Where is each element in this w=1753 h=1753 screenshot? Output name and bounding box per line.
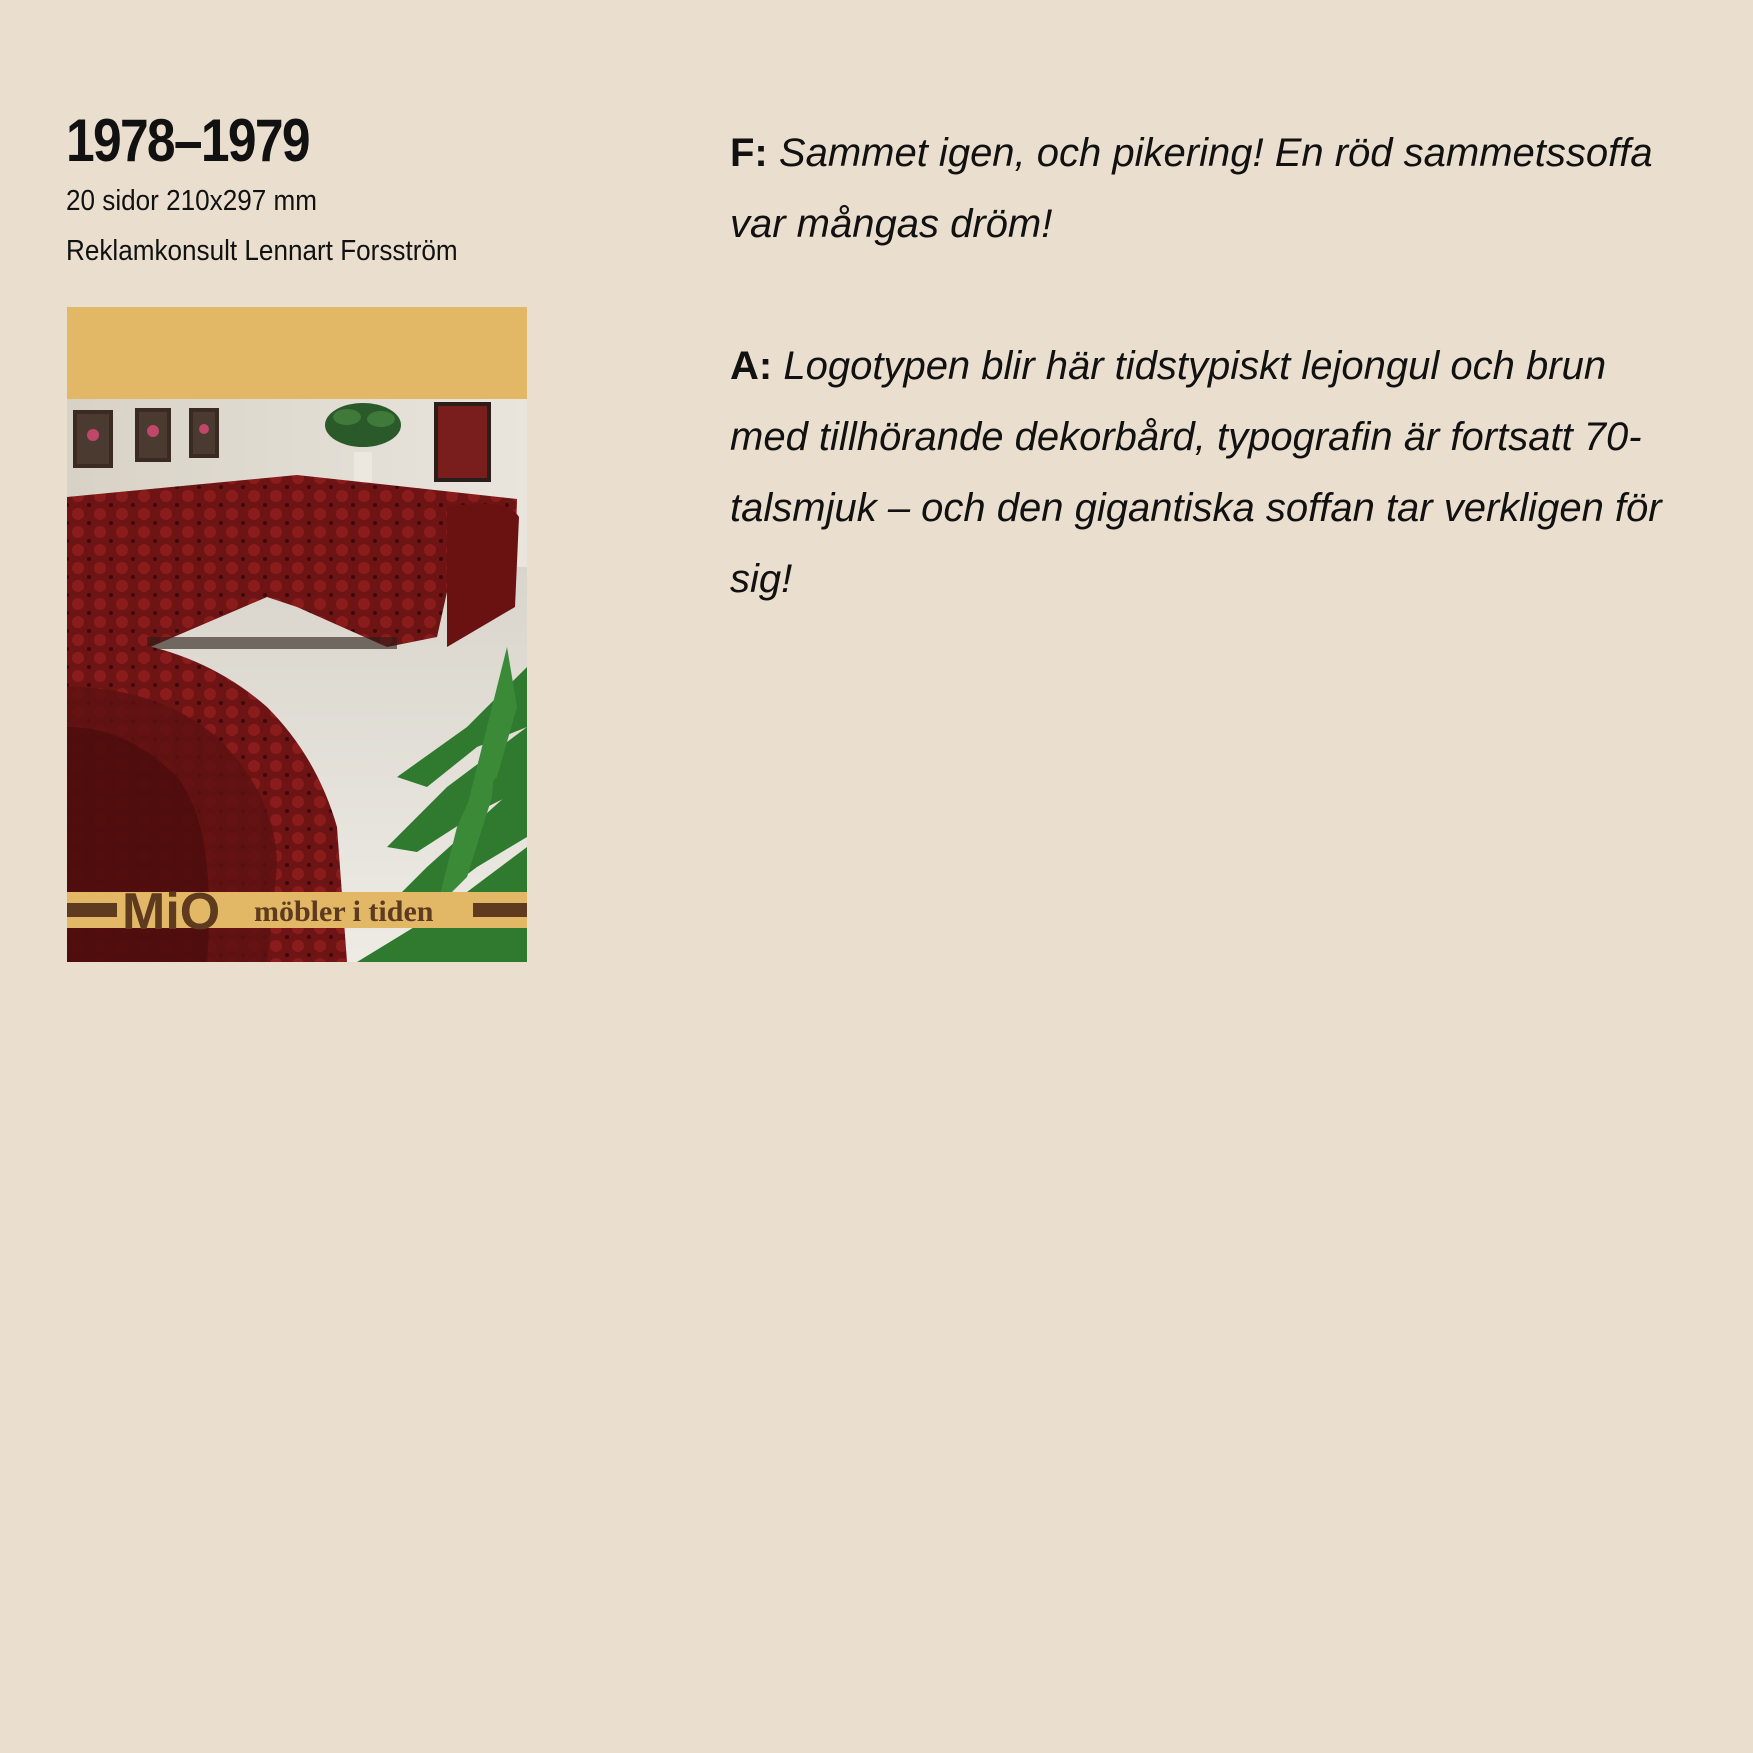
comment-label: F: bbox=[730, 131, 768, 175]
comment-text: Sammet igen, och pikering! En röd sammetssoffa var mångas dröm! bbox=[730, 131, 1653, 246]
cover-tagline: möbler i tiden bbox=[254, 895, 434, 928]
catalog-format: 20 sidor 210x297 mm bbox=[66, 185, 317, 217]
catalog-years: 1978–1979 bbox=[66, 107, 309, 174]
commentary bbox=[730, 118, 1690, 615]
catalog-cover-image bbox=[67, 307, 527, 962]
comment-text: Logotypen blir här tidstypiskt lejongul och brun med tillhörande dekorbård, typografin är fortsatt 70-talsmjuk – och den gigantiska soffan tar verkligen för sig! bbox=[730, 344, 1662, 601]
comment-label: A: bbox=[730, 344, 773, 388]
comment-a bbox=[730, 331, 1690, 615]
comment-f bbox=[730, 118, 1690, 260]
cover-top-band bbox=[67, 307, 527, 399]
cover-logo: MiO bbox=[122, 883, 221, 941]
catalog-meta bbox=[66, 108, 501, 276]
catalog-agency: Reklamkonsult Lennart Forsström bbox=[66, 235, 458, 267]
